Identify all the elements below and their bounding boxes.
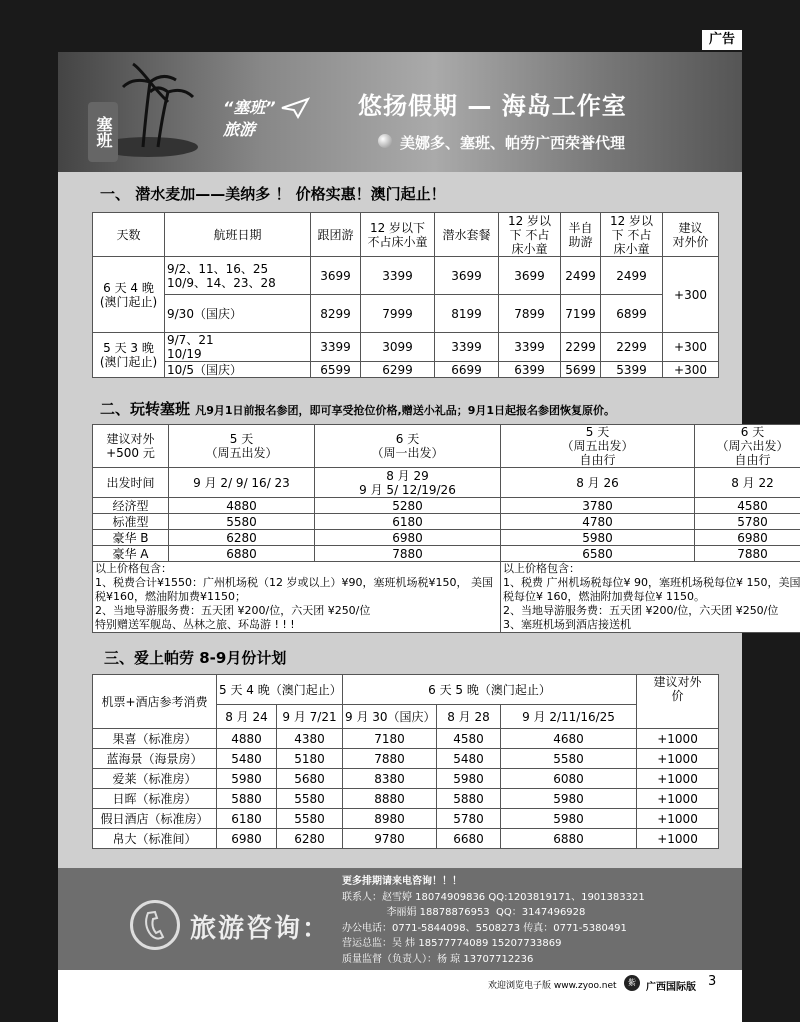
suggested-price-cell: +1000: [637, 749, 719, 769]
table-row: [93, 562, 800, 633]
bullet-icon: [378, 134, 392, 148]
price-cell: 6299: [361, 362, 435, 378]
manado-table: [92, 212, 719, 378]
price-cell: 6880: [169, 546, 315, 562]
table-header-row: [93, 425, 800, 468]
price-cell: 9780: [343, 829, 437, 849]
page-number: 3: [708, 974, 717, 989]
price-cell: 5880: [437, 789, 501, 809]
hotel-cell: 帛大（标准间）: [93, 829, 217, 849]
date-cell: 9/30（国庆）: [165, 295, 311, 333]
price-cell: 5580: [277, 789, 343, 809]
price-cell: 7180: [343, 729, 437, 749]
date-cell: 8 月 28: [437, 705, 501, 729]
price-cell: 4580: [695, 498, 800, 514]
date-cell: 8 月 29 9 月 5/ 12/19/26: [315, 468, 501, 498]
table-row: [93, 769, 719, 789]
price-cell: 7880: [695, 546, 800, 562]
footer-website: 欢迎浏览电子版 www.zyoo.net: [488, 981, 617, 991]
header-cell: 天数: [93, 213, 165, 257]
table-row: [93, 362, 719, 378]
contact-line: 李丽娟 18878876953 QQ：3147496928: [342, 907, 586, 918]
date-cell: 9/7、21 10/19: [165, 333, 311, 362]
contact-line: 营运总监：吴 炜 18577774089 15207733869: [342, 938, 562, 949]
price-cell: 2299: [601, 333, 663, 362]
contact-line: 办公电话：0771-5844098、5508273 传真：0771-5380491: [342, 922, 627, 934]
price-cell: 8980: [343, 809, 437, 829]
header-cell: 6 天 （周六出发） 自由行: [695, 425, 800, 468]
footer: [58, 970, 742, 1022]
price-cell: 6980: [315, 530, 501, 546]
price-cell: 7199: [561, 295, 601, 333]
table-row: [93, 468, 800, 498]
table-row: [93, 514, 800, 530]
suggested-price-cell: +1000: [637, 829, 719, 849]
price-cell: 3780: [501, 498, 695, 514]
duration-cell: 6 天 4 晚 (澳门起止): [93, 257, 165, 333]
price-cell: 5480: [217, 749, 277, 769]
contact-line: 质量监督（负责人）：杨 琼 13707712236: [342, 953, 534, 965]
publication-logo: 紫: [624, 975, 640, 991]
price-cell: 3699: [499, 257, 561, 295]
palau-table: [92, 674, 719, 849]
header-cell: 12 岁以 下 不占 床小童: [601, 213, 663, 257]
price-cell: 8199: [435, 295, 499, 333]
banner-title: 悠扬假期 — 海岛工作室: [358, 92, 627, 120]
price-cell: 7880: [315, 546, 501, 562]
price-cell: 2499: [561, 257, 601, 295]
price-cell: 6980: [217, 829, 277, 849]
date-cell: 9/2、11、16、25 10/9、14、23、28: [165, 257, 311, 295]
table-row: [93, 829, 719, 849]
price-cell: 6880: [501, 829, 637, 849]
price-cell: 5699: [561, 362, 601, 378]
contact-panel: [58, 868, 742, 970]
price-cell: 5580: [277, 809, 343, 829]
hotel-cell: 日晖（标准房）: [93, 789, 217, 809]
header-cell: 6 天 （周一出发）: [315, 425, 501, 468]
header-cell: 半自 助游: [561, 213, 601, 257]
section-2-heading: 二、玩转塞班: [100, 400, 191, 418]
table-row: [93, 295, 719, 333]
banner-subtitle: 美娜多、塞班、帕劳广西荣誉代理: [400, 134, 626, 152]
price-cell: 4380: [277, 729, 343, 749]
price-cell: 2499: [601, 257, 663, 295]
hotel-cell: 假日酒店（标准房）: [93, 809, 217, 829]
price-cell: 6180: [217, 809, 277, 829]
price-cell: 3399: [361, 257, 435, 295]
table-row: [93, 729, 719, 749]
price-cell: 6580: [501, 546, 695, 562]
date-cell: 8 月 22: [695, 468, 800, 498]
price-cell: 4880: [169, 498, 315, 514]
price-cell: 6280: [277, 829, 343, 849]
date-cell: 10/5（国庆）: [165, 362, 311, 378]
price-cell: 5580: [169, 514, 315, 530]
header-cell: 建议 对外价: [663, 213, 719, 257]
header-cell: 12 岁以下 不占床小童: [361, 213, 435, 257]
price-cell: 5980: [501, 809, 637, 829]
saipan-label: “塞班”: [223, 98, 276, 117]
row-label: 出发时间: [93, 468, 169, 498]
travel-label: 旅游: [223, 120, 256, 139]
price-cell: 5980: [501, 530, 695, 546]
date-cell: 9 月 30（国庆）: [343, 705, 437, 729]
contact-title: 旅游咨询：: [190, 914, 331, 944]
header-cell: 12 岁以 下 不占 床小童: [499, 213, 561, 257]
price-cell: 6680: [437, 829, 501, 849]
saipan-seal: 塞班: [88, 102, 118, 162]
saipan-table: [92, 424, 800, 633]
price-cell: 7999: [361, 295, 435, 333]
price-cell: 5399: [601, 362, 663, 378]
price-cell: 5180: [277, 749, 343, 769]
hotel-cell: 爱莱（标准房）: [93, 769, 217, 789]
price-cell: 3699: [311, 257, 361, 295]
price-cell: 3399: [435, 333, 499, 362]
inclusions-right: 以上价格包含： 1、税费 广州机场税每位¥ 90，塞班机场税每位¥ 150，美国税每位¥ 160，燃油附加费每位¥ 1150。 2、当地导游服务费：五天团 ¥200/位，六天团 ¥250/位 3、塞班机场到酒店接送机: [501, 562, 800, 633]
price-cell: 3399: [311, 333, 361, 362]
table-row: [93, 749, 719, 769]
contact-lines: [342, 874, 645, 967]
price-cell: 5880: [217, 789, 277, 809]
hotel-cell: 果喜（标准房）: [93, 729, 217, 749]
price-cell: 4680: [501, 729, 637, 749]
price-cell: 6280: [169, 530, 315, 546]
price-cell: 5980: [501, 789, 637, 809]
price-cell: 8299: [311, 295, 361, 333]
price-cell: 5480: [437, 749, 501, 769]
price-cell: 6080: [501, 769, 637, 789]
row-label: 豪华 A: [93, 546, 169, 562]
saipan-travel-label: [223, 97, 276, 141]
hotel-cell: 蓝海景（海景房）: [93, 749, 217, 769]
section-1-title: 一、 潜水麦加——美纳多 ！ 价格实惠！澳门起止！: [100, 185, 446, 203]
price-cell: 7880: [343, 749, 437, 769]
date-cell: 9 月 7/21: [277, 705, 343, 729]
price-cell: 6699: [435, 362, 499, 378]
price-cell: 3699: [435, 257, 499, 295]
duration-cell: 5 天 3 晚 (澳门起止): [93, 333, 165, 378]
suggested-price-cell: +1000: [637, 789, 719, 809]
price-cell: 4780: [501, 514, 695, 530]
row-label: 经济型: [93, 498, 169, 514]
price-cell: 5780: [695, 514, 800, 530]
price-cell: 5580: [501, 749, 637, 769]
header-cell: 5 天 （周五出发） 自由行: [501, 425, 695, 468]
header-cell: 5 天 4 晚（澳门起止）: [217, 675, 343, 705]
table-row: [93, 498, 800, 514]
price-cell: 8880: [343, 789, 437, 809]
price-cell: 6399: [499, 362, 561, 378]
table-row: [93, 809, 719, 829]
price-cell: 6180: [315, 514, 501, 530]
contact-line: 更多排期请来电咨询！！！: [342, 876, 462, 887]
ad-tag: 广告: [702, 30, 742, 50]
table-row: [93, 546, 800, 562]
price-cell: 8380: [343, 769, 437, 789]
section-3-title: 三、爱上帕劳 8-9月份计划: [104, 649, 287, 667]
table-row: [93, 789, 719, 809]
paper-plane-icon: [280, 97, 310, 119]
price-cell: 2299: [561, 333, 601, 362]
header-cell: 6 天 5 晚（澳门起止）: [343, 675, 637, 705]
price-cell: 5680: [277, 769, 343, 789]
header-cell: 机票+酒店参考消费: [93, 675, 217, 729]
phone-icon: [130, 900, 180, 950]
contact-line: 联系人：赵雪婷 18074909836 QQ:1203819171、1901383321: [342, 891, 645, 903]
table-row: [93, 257, 719, 295]
price-cell: 5780: [437, 809, 501, 829]
header-cell: 5 天 （周五出发）: [169, 425, 315, 468]
header-cell: 航班日期: [165, 213, 311, 257]
date-cell: 9 月 2/ 9/ 16/ 23: [169, 468, 315, 498]
suggested-price-cell: +1000: [637, 809, 719, 829]
section-2-note: 凡9月1日前报名参团，即可享受抢位价格,赠送小礼品；9月1日起报名参团恢复原价。: [195, 404, 616, 417]
price-cell: 5980: [217, 769, 277, 789]
date-cell: 8 月 24: [217, 705, 277, 729]
inclusions-left: 以上价格包含： 1、税费合计¥1550：广州机场税（12 岁或以上）¥90，塞班机场税¥150， 美国税¥160，燃油附加费¥1150； 2、当地导游服务费：五天团 ¥200/位，六天团 ¥250/位 特别赠送军舰岛、丛林之旅、环岛游 ! ! !: [93, 562, 501, 633]
table-header-row: [93, 213, 719, 257]
price-cell: 5980: [437, 769, 501, 789]
header-cell: 建议对外 价: [637, 675, 719, 729]
price-cell: 6599: [311, 362, 361, 378]
date-cell: 8 月 26: [501, 468, 695, 498]
suggested-price-cell: +300: [663, 257, 719, 333]
header-cell: 建议对外 +500 元: [93, 425, 169, 468]
table-header-row: [93, 675, 719, 705]
table-row: [93, 530, 800, 546]
price-cell: 5280: [315, 498, 501, 514]
price-cell: 3099: [361, 333, 435, 362]
header-cell: 潜水套餐: [435, 213, 499, 257]
header-cell: 跟团游: [311, 213, 361, 257]
row-label: 标准型: [93, 514, 169, 530]
edition-label: 广西国际版: [646, 982, 696, 993]
suggested-price-cell: +300: [663, 362, 719, 378]
date-cell: 9 月 2/11/16/25: [501, 705, 637, 729]
banner: [58, 52, 742, 172]
table-row: [93, 333, 719, 362]
price-cell: 6980: [695, 530, 800, 546]
price-cell: 6899: [601, 295, 663, 333]
suggested-price-cell: +1000: [637, 729, 719, 749]
price-cell: 4880: [217, 729, 277, 749]
suggested-price-cell: +1000: [637, 769, 719, 789]
row-label: 豪华 B: [93, 530, 169, 546]
section-2-title: [100, 398, 615, 419]
suggested-price-cell: +300: [663, 333, 719, 362]
price-cell: 4580: [437, 729, 501, 749]
price-cell: 3399: [499, 333, 561, 362]
price-cell: 7899: [499, 295, 561, 333]
